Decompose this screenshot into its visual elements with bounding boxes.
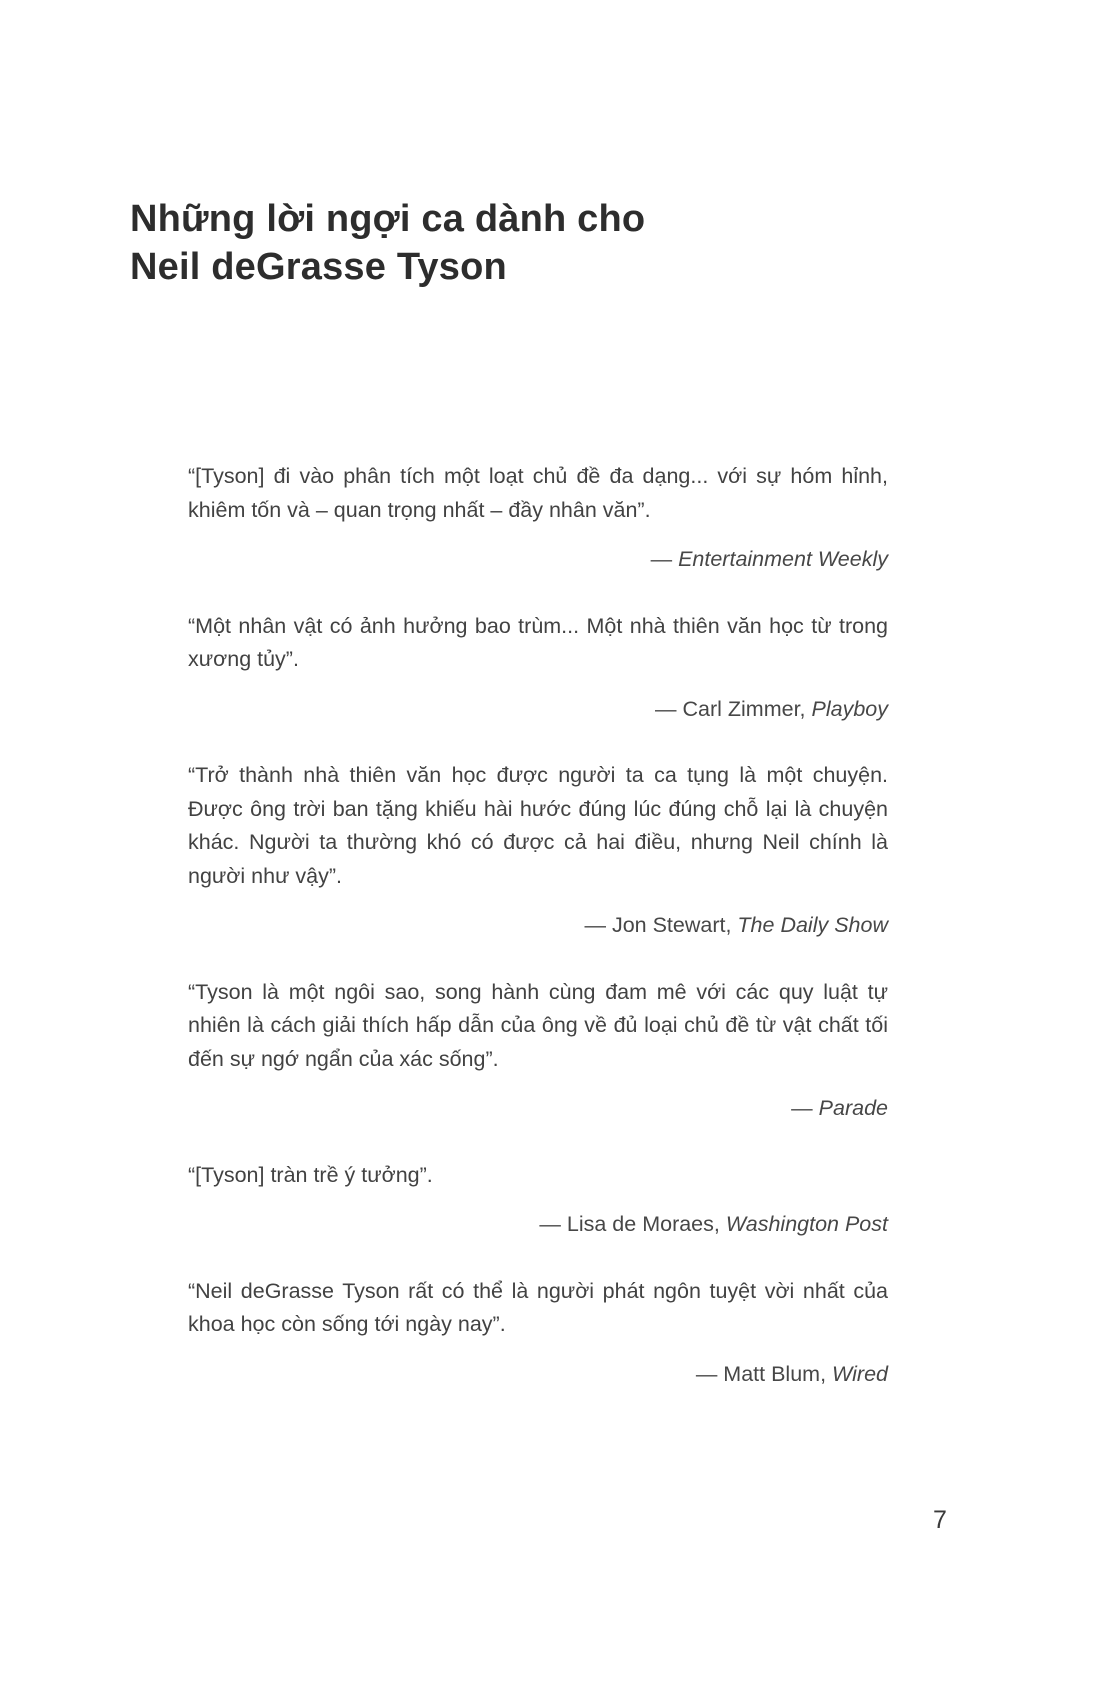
attribution-name: — Lisa de Moraes, xyxy=(539,1212,726,1236)
quote-text: “Neil deGrasse Tyson rất có thể là người phát ngôn tuyệt vời nhất của khoa học còn sống tới ngày nay”. xyxy=(188,1278,888,1336)
attribution-source: Parade xyxy=(818,1096,888,1120)
page-title-line1: Những lời ngợi ca dành cho xyxy=(130,198,646,241)
quote-block xyxy=(188,460,888,577)
page-number: 7 xyxy=(933,1506,947,1534)
attribution-source: Entertainment Weekly xyxy=(678,547,888,571)
quote-block xyxy=(188,759,888,943)
quote-text: “[Tyson] đi vào phân tích một loạt chủ đề đa dạng... với sự hóm hỉnh, khiêm tốn và – quan trọng nhất – đầy nhân văn”. xyxy=(188,464,888,522)
quote-block xyxy=(188,976,888,1126)
quote-attribution xyxy=(188,543,888,577)
page-title-line2: Neil deGrasse Tyson xyxy=(130,246,507,289)
quote-attribution xyxy=(188,1208,888,1242)
attribution-source: Playboy xyxy=(811,696,888,721)
attribution-source: The Daily Show xyxy=(737,913,888,937)
quote-text: “Tyson là một ngôi sao, song hành cùng đam mê với các quy luật tự nhiên là cách giải thích hấp dẫn của ông về đủ loại chủ đề từ vật chất tối đến sự ngớ ngẩn của xác sống”. xyxy=(188,979,888,1071)
quote-attribution xyxy=(188,1092,888,1126)
quote-block xyxy=(188,610,888,727)
praise-quotes-section xyxy=(188,460,888,1391)
attribution-name: — Carl Zimmer, xyxy=(655,696,812,721)
quote-attribution xyxy=(188,909,888,943)
attribution-name: — Jon Stewart, xyxy=(584,913,738,937)
quote-attribution xyxy=(188,1358,888,1392)
quote-block xyxy=(188,1159,888,1242)
quote-attribution xyxy=(188,693,888,727)
attribution-name: — xyxy=(791,1096,819,1120)
attribution-source: Washington Post xyxy=(725,1212,888,1236)
quote-block xyxy=(188,1275,888,1392)
attribution-name: — xyxy=(650,547,679,571)
attribution-source: Wired xyxy=(832,1361,888,1386)
page-title xyxy=(130,195,645,291)
quote-text: “[Tyson] tràn trề ý tưởng”. xyxy=(188,1162,433,1187)
quote-text: “Trở thành nhà thiên văn học được người ta ca tụng là một chuyện. Được ông trời ban tặng khiếu hài hước đúng lúc đúng chỗ lại là chuyện khác. Người ta thường khó có được cả hai điều, nhưng Neil chính là người như vậy”. xyxy=(188,763,888,888)
attribution-name: — Matt Blum, xyxy=(695,1361,833,1386)
quote-text: “Một nhân vật có ảnh hưởng bao trùm... Một nhà thiên văn học từ trong xương tủy”. xyxy=(188,613,888,671)
